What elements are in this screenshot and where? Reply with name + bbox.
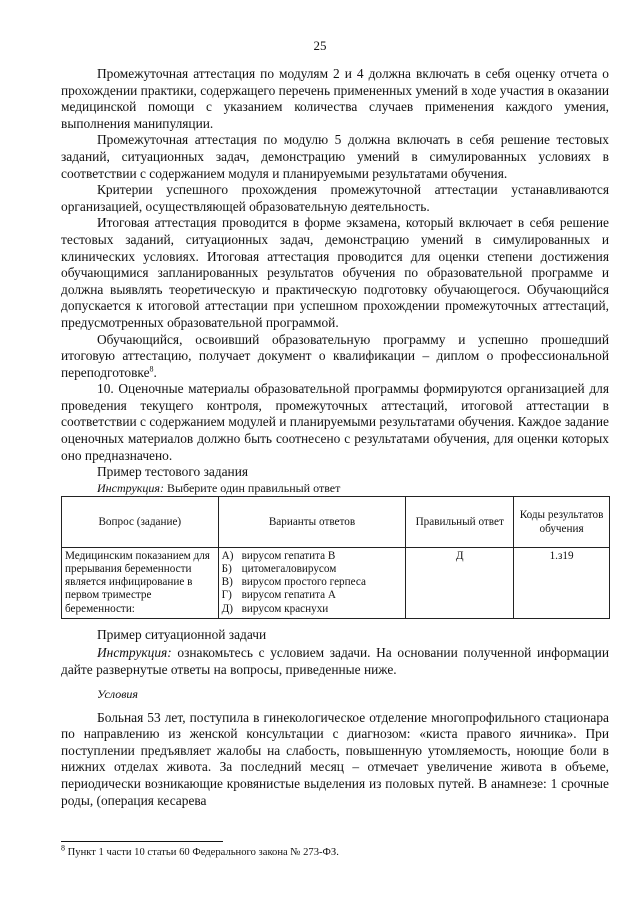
option-letter: А): [221, 549, 234, 562]
test-instruction-text: Выберите один правильный ответ: [163, 480, 341, 495]
option-text: цитомегаловирусом: [241, 563, 337, 576]
footnote: [61, 843, 339, 859]
paragraph-qualification: [61, 332, 609, 382]
option-v: [222, 576, 403, 589]
question-cell: Медицинским показанием для прерывания беременности является инфицирование в первом триместре беременности:: [62, 547, 219, 618]
correct-answer-cell: Д: [406, 547, 514, 618]
footnote-text: Пункт 1 части 10 статьи 60 Федерального закона № 273-ФЗ.: [65, 847, 339, 858]
test-table-header-row: [62, 496, 610, 547]
paragraph-final-attestation: Итоговая аттестация проводится в форме экзамена, который включает в себя решение тестовых заданий, ситуационных задач, демонстрацию умений в симулированных и клинических условиях. Итоговая аттестация проводится для оценки степени достижения обучающимися запланированных результатов обучения по образовательной программе и должна выявлять теоретическую и практическую подготовку обучающегося. Обучающийся допускается к итоговой аттестации при успешном прохождении промежуточных аттестаций, предусмотренных образовательной программой.: [61, 215, 609, 330]
learning-code-cell: 1.з19: [514, 547, 610, 618]
conditions-text: Больная 53 лет, поступила в гинекологическое отделение многопрофильного стационара по направлению из женской консультации с диагнозом: «киста правого яичника». При поступлении предъявляет жалобы на слабость, повышенную утомляемость, ноющие боли в нижних отделах живота. За последний месяц – отмечает увеличение живота в объеме, периодически возникающие кровянистые выделения из половых путей. В анамнезе: 1 срочные роды, (операция кесарева: [61, 709, 609, 808]
table-row: [62, 547, 610, 618]
option-letter: Б): [221, 563, 232, 576]
option-letter: Д): [221, 602, 233, 615]
col-question: Вопрос (задание): [62, 496, 219, 547]
situational-task-instruction: [61, 645, 609, 678]
option-a: [222, 550, 403, 563]
option-text: вирусом гепатита А: [241, 589, 336, 602]
option-b: [222, 563, 403, 576]
option-letter: В): [221, 576, 233, 589]
test-instruction-label: Инструкция:: [97, 480, 164, 495]
option-text: вирусом простого герпеса: [241, 576, 366, 589]
option-d: [222, 603, 403, 616]
qualification-end: .: [153, 364, 157, 380]
footnote-divider: [61, 841, 223, 842]
test-example-heading: Пример тестового задания: [97, 464, 249, 480]
footnote-number: 8: [61, 843, 65, 853]
option-text: вирусом гепатита В: [241, 549, 336, 562]
document-body: [61, 66, 609, 809]
test-instruction: [97, 481, 609, 495]
page-number: 25: [313, 38, 327, 53]
options-cell: [218, 547, 406, 618]
col-learning-codes: Коды результатов обучения: [514, 496, 610, 547]
situational-instruction-text: ознакомьтесь с условием задачи. На основании полученной информации дайте развернутые ответы на вопросы, приведенные ниже.: [61, 645, 609, 678]
option-text: вирусом краснухи: [241, 602, 329, 615]
paragraph-10: 10. Оценочные материалы образовательной программы формируются организацией для проведения текущего контроля, промежуточных аттестаций, итоговой аттестации в соответствии с содержанием модулей и планируемыми результатами обучения. Каждое задание оценочных материалов должно быть соотнесено с результатами обучения, для оценки которых оно предназначено.: [61, 381, 609, 463]
paragraph-criteria: Критерии успешного прохождения промежуточной аттестации устанавливаются организацией, осуществляющей образовательную деятельность.: [61, 182, 609, 214]
col-options: Варианты ответов: [218, 496, 406, 547]
paragraph-intermediate-modules-2-4: Промежуточная аттестация по модулям 2 и 4 должна включать в себя оценку отчета о прохождении практики, содержащего перечень примененных умений в ходе участия в оказании медицинской помощи с указанием количества случаев применения каждого умения, выполнения манипуляции.: [61, 66, 609, 131]
qualification-text: Обучающийся, освоивший образовательную программу и успешно прошедший итоговую аттестацию, получает документ о квалификации – диплом о профессиональной переподготовке: [61, 331, 609, 380]
footnote-ref[interactable]: 8: [149, 364, 154, 374]
conditions-heading: Условия: [97, 686, 139, 701]
test-table: [61, 496, 610, 619]
col-correct-answer: Правильный ответ: [406, 496, 514, 547]
option-g: [222, 589, 403, 602]
paragraph-intermediate-module-5: Промежуточная аттестация по модулю 5 должна включать в себя решение тестовых заданий, ситуационных задач, демонстрацию умений в симулированных условиях в соответствии с содержанием модуля и планируемыми результатами обучения.: [61, 132, 609, 181]
situational-task-heading: Пример ситуационной задачи: [97, 626, 267, 642]
option-letter: Г): [221, 589, 232, 602]
situational-instruction-label: Инструкция:: [97, 645, 172, 661]
